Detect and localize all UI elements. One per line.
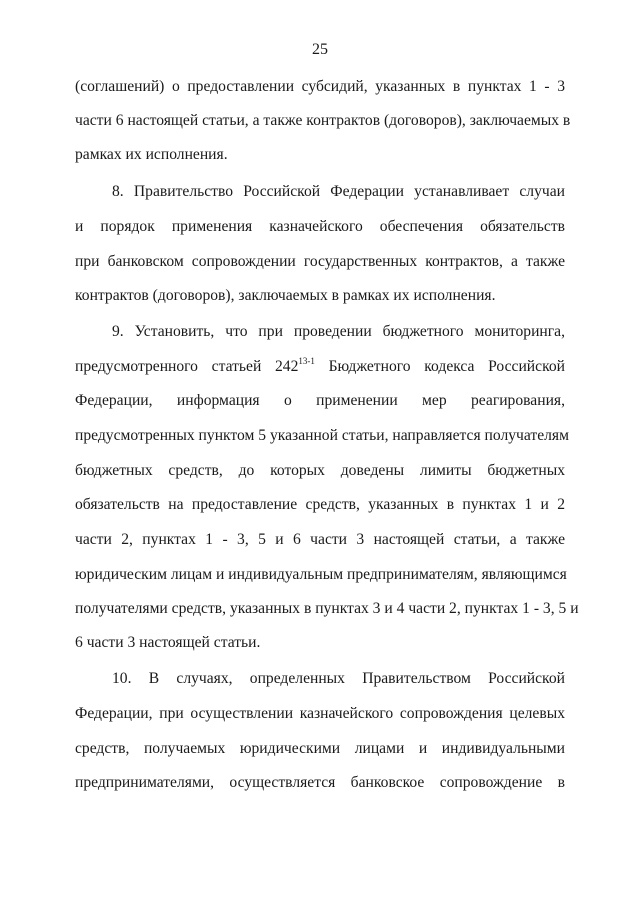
paragraph-9-first-line: 9. Установить, что при проведении бюджетного мониторинга, bbox=[112, 323, 565, 340]
text-line: получателями средств, указанных в пунктах 3 и 4 части 2, пунктах 1 - 3, 5 и bbox=[75, 600, 579, 617]
text-line: части 6 настоящей статьи, а также контрактов (договоров), заключаемых в bbox=[75, 112, 571, 129]
text-line: при банковском сопровождении государственных контрактов, а также bbox=[75, 253, 565, 270]
text-line: контрактов (договоров), заключаемых в рамках их исполнения. bbox=[75, 287, 496, 304]
text-line: рамках их исполнения. bbox=[75, 146, 228, 163]
text-line: части 2, пунктах 1 - 3, 5 и 6 части 3 настоящей статьи, а также bbox=[75, 531, 565, 548]
text-line: 6 части 3 настоящей статьи. bbox=[75, 634, 261, 651]
text-line: юридическим лицам и индивидуальным предпринимателям, являющимся bbox=[75, 566, 567, 583]
text-line: Федерации, при осуществлении казначейского сопровождения целевых bbox=[75, 705, 565, 722]
text-line-with-superscript bbox=[75, 357, 565, 377]
article-superscript: 13-1 bbox=[298, 356, 315, 366]
text-line: Федерации, информация о применении мер реагирования, bbox=[75, 392, 565, 409]
page-number: 25 bbox=[312, 41, 328, 58]
text-line: средств, получаемых юридическими лицами и индивидуальными bbox=[75, 740, 565, 757]
paragraph-10-first-line: 10. В случаях, определенных Правительством Российской bbox=[112, 670, 565, 687]
text-segment: Бюджетного кодекса Российской bbox=[314, 358, 566, 375]
text-line: обязательств на предоставление средств, указанных в пунктах 1 и 2 bbox=[75, 496, 565, 513]
text-segment: предусмотренного статьей 242 bbox=[75, 358, 299, 375]
text-line: предпринимателями, осуществляется банковское сопровождение в bbox=[75, 774, 565, 791]
paragraph-8-first-line: 8. Правительство Российской Федерации устанавливает случаи bbox=[112, 183, 565, 200]
text-line: бюджетных средств, до которых доведены лимиты бюджетных bbox=[75, 462, 565, 479]
text-line: и порядок применения казначейского обеспечения обязательств bbox=[75, 218, 565, 235]
text-line: (соглашений) о предоставлении субсидий, указанных в пунктах 1 - 3 bbox=[75, 78, 565, 95]
text-line: предусмотренных пунктом 5 указанной статьи, направляется получателям bbox=[75, 427, 569, 444]
